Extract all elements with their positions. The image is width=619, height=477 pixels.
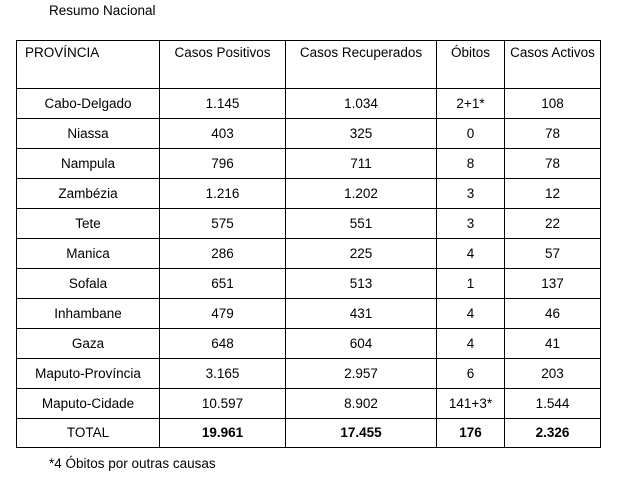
table-row (17, 149, 601, 179)
cell-casos-positivos: 1.145 (160, 89, 286, 119)
total-obitos: 176 (437, 419, 505, 448)
table-row (17, 329, 601, 359)
cell-casos-positivos: 479 (160, 299, 286, 329)
table-row (17, 299, 601, 329)
cell-casos-recuperados: 2.957 (286, 359, 437, 389)
page-title: Resumo Nacional (49, 3, 156, 18)
cell-casos-positivos: 403 (160, 119, 286, 149)
total-row (17, 419, 601, 448)
cell-provincia: Manica (17, 239, 160, 269)
cell-obitos: 0 (437, 119, 505, 149)
cell-casos-activos: 137 (505, 269, 601, 299)
cell-casos-activos: 1.544 (505, 389, 601, 419)
cell-casos-activos: 22 (505, 209, 601, 239)
column-header-provincia: PROVÍNCIA (17, 41, 160, 89)
table-row (17, 359, 601, 389)
cell-casos-positivos: 10.597 (160, 389, 286, 419)
cell-provincia: Tete (17, 209, 160, 239)
cell-casos-activos: 41 (505, 329, 601, 359)
cell-obitos: 3 (437, 179, 505, 209)
cell-obitos: 4 (437, 239, 505, 269)
table-row (17, 269, 601, 299)
cell-provincia: Inhambane (17, 299, 160, 329)
cell-casos-activos: 78 (505, 119, 601, 149)
cell-casos-positivos: 1.216 (160, 179, 286, 209)
cell-obitos: 141+3* (437, 389, 505, 419)
cell-casos-recuperados: 8.902 (286, 389, 437, 419)
cell-casos-activos: 78 (505, 149, 601, 179)
cell-provincia: Gaza (17, 329, 160, 359)
table-row (17, 209, 601, 239)
cell-obitos: 6 (437, 359, 505, 389)
total-label: TOTAL (17, 419, 160, 448)
cell-casos-recuperados: 604 (286, 329, 437, 359)
cell-provincia: Sofala (17, 269, 160, 299)
total-casos-activos: 2.326 (505, 419, 601, 448)
table-body (17, 89, 601, 448)
total-casos-positivos: 19.961 (160, 419, 286, 448)
cell-obitos: 8 (437, 149, 505, 179)
cell-casos-activos: 46 (505, 299, 601, 329)
cell-obitos: 2+1* (437, 89, 505, 119)
total-casos-recuperados: 17.455 (286, 419, 437, 448)
cell-casos-activos: 108 (505, 89, 601, 119)
cell-obitos: 4 (437, 329, 505, 359)
cell-casos-positivos: 286 (160, 239, 286, 269)
table-header-row (17, 41, 601, 89)
table-row (17, 119, 601, 149)
cell-obitos: 1 (437, 269, 505, 299)
cell-casos-positivos: 651 (160, 269, 286, 299)
cell-casos-recuperados: 513 (286, 269, 437, 299)
column-header-casos-recuperados: Casos Recuperados (286, 41, 437, 89)
cell-provincia: Nampula (17, 149, 160, 179)
cell-casos-recuperados: 1.034 (286, 89, 437, 119)
cell-provincia: Maputo-Cidade (17, 389, 160, 419)
cell-casos-positivos: 796 (160, 149, 286, 179)
cell-provincia: Cabo-Delgado (17, 89, 160, 119)
column-header-obitos: Óbitos (437, 41, 505, 89)
cell-casos-positivos: 3.165 (160, 359, 286, 389)
summary-table (16, 40, 601, 448)
cell-casos-recuperados: 225 (286, 239, 437, 269)
cell-provincia: Maputo-Província (17, 359, 160, 389)
footnote: *4 Óbitos por outras causas (49, 456, 216, 471)
table-row (17, 89, 601, 119)
table-row (17, 389, 601, 419)
cell-casos-activos: 203 (505, 359, 601, 389)
cell-casos-recuperados: 1.202 (286, 179, 437, 209)
cell-casos-activos: 12 (505, 179, 601, 209)
cell-casos-recuperados: 711 (286, 149, 437, 179)
column-header-casos-positivos: Casos Positivos (160, 41, 286, 89)
cell-casos-recuperados: 325 (286, 119, 437, 149)
cell-casos-recuperados: 551 (286, 209, 437, 239)
cell-casos-activos: 57 (505, 239, 601, 269)
column-header-casos-activos: Casos Activos (505, 41, 601, 89)
cell-obitos: 4 (437, 299, 505, 329)
cell-casos-positivos: 648 (160, 329, 286, 359)
cell-provincia: Zambézia (17, 179, 160, 209)
cell-obitos: 3 (437, 209, 505, 239)
table-row (17, 239, 601, 269)
cell-provincia: Niassa (17, 119, 160, 149)
cell-casos-recuperados: 431 (286, 299, 437, 329)
cell-casos-positivos: 575 (160, 209, 286, 239)
table-row (17, 179, 601, 209)
